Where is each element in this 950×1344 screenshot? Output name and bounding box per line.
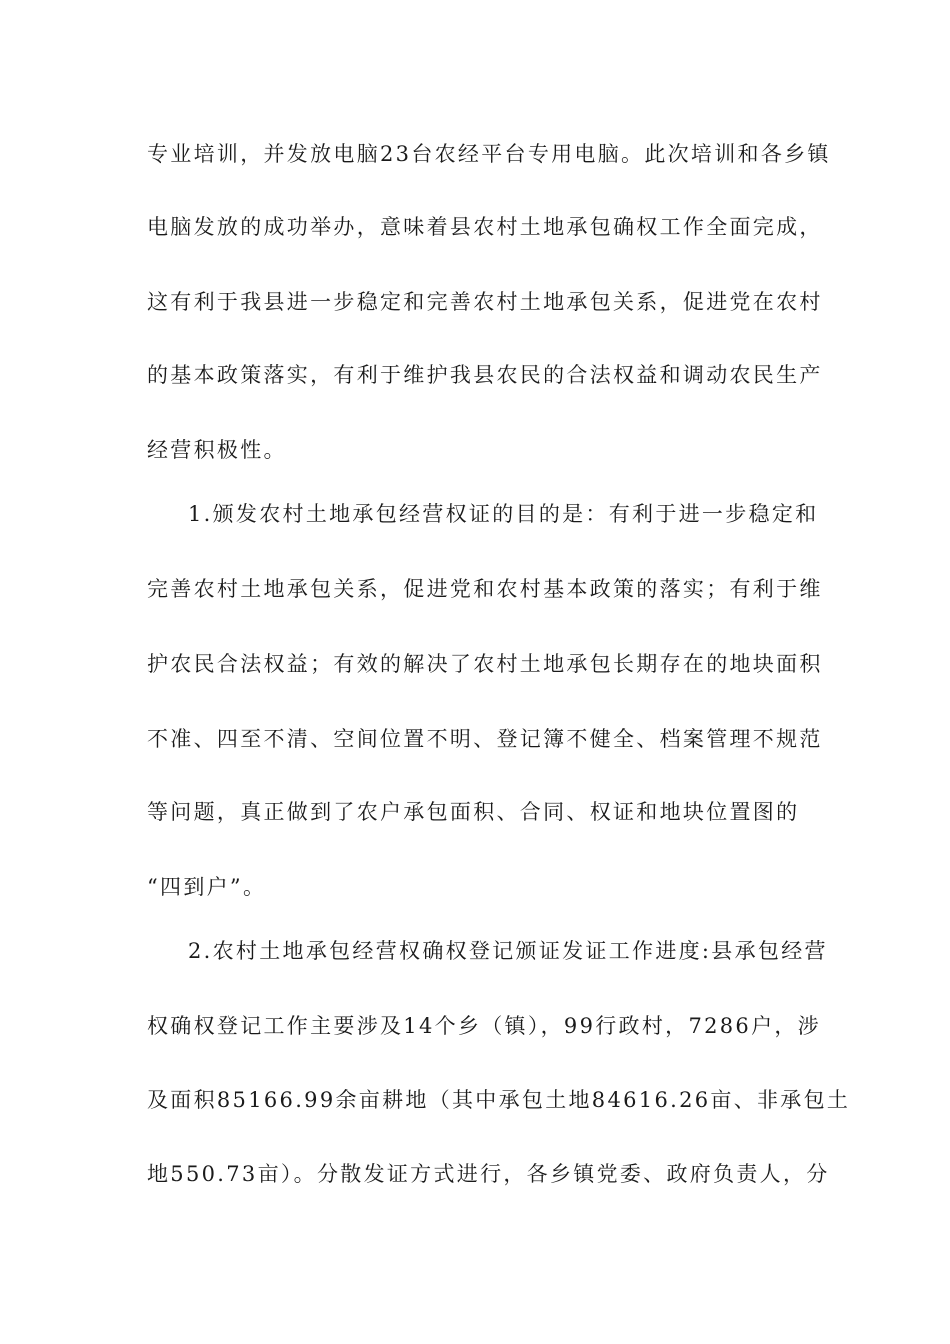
text-line: 这有利于我县进一步稳定和完善农村土地承包关系，促进党在农村: [147, 290, 823, 314]
paragraph-2-start: 2.农村土地承包经营权确权登记颁证发证工作进度:县承包经营: [188, 939, 828, 963]
text-line: 完善农村土地承包关系，促进党和农村基本政策的落实；有利于维: [147, 577, 823, 601]
text-line: 经营积极性。: [147, 438, 287, 462]
text-line: 等问题，真正做到了农户承包面积、合同、权证和地块位置图的: [147, 800, 800, 824]
text-line: “四到户”。: [147, 875, 267, 899]
text-line: 护农民合法权益；有效的解决了农村土地承包长期存在的地块面积: [147, 652, 823, 676]
text-line: 电脑发放的成功举办，意味着县农村土地承包确权工作全面完成，: [147, 215, 823, 239]
text-line: 不准、四至不清、空间位置不明、登记簿不健全、档案管理不规范: [147, 727, 823, 751]
text-line: 及面积85166.99余亩耕地（其中承包土地84616.26亩、非承包土: [147, 1088, 851, 1112]
text-line: 地550.73亩）。分散发证方式进行，各乡镇党委、政府负责人，分: [147, 1162, 830, 1186]
text-line: 权确权登记工作主要涉及14个乡（镇），99行政村，7286户，涉: [147, 1014, 821, 1038]
paragraph-1-start: 1.颁发农村土地承包经营权证的目的是：有利于进一步稳定和: [188, 502, 819, 526]
text-line: 专业培训，并发放电脑23台农经平台专用电脑。此次培训和各乡镇: [147, 142, 831, 166]
text-line: 的基本政策落实，有利于维护我县农民的合法权益和调动农民生产: [147, 363, 823, 387]
